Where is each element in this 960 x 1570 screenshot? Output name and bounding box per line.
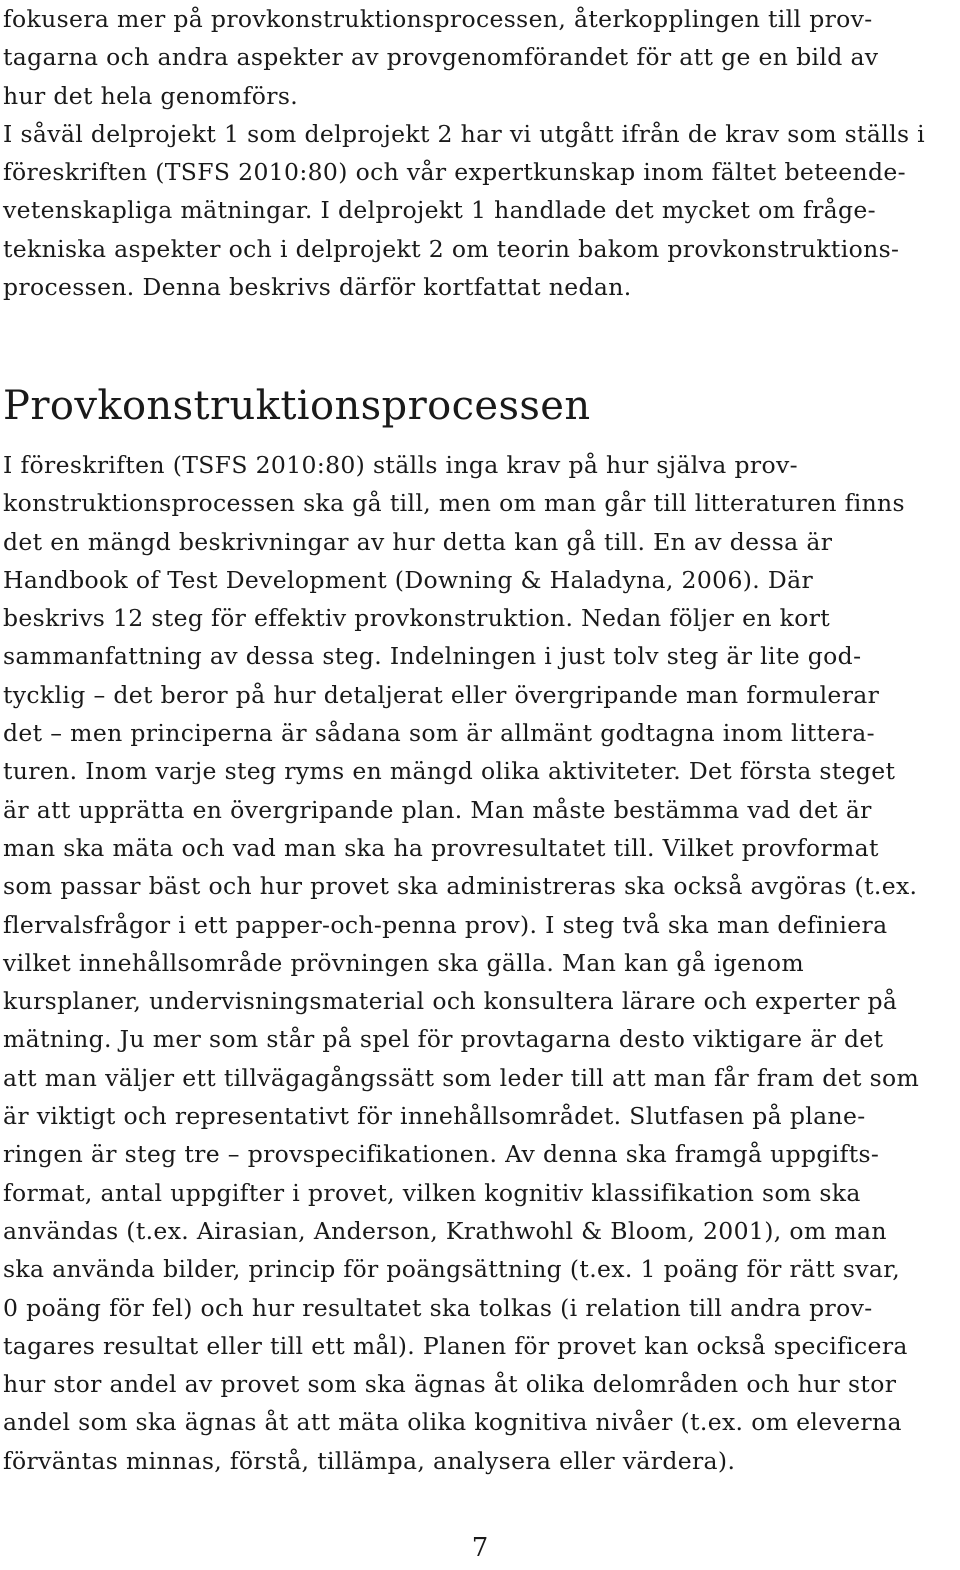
text-line: vilket innehållsområde prövningen ska gälla. Man kan gå igenom xyxy=(3,948,805,977)
text-line: Handbook of Test Development (Downing & Haladyna, 2006). Där xyxy=(3,565,814,594)
text-line: ska använda bilder, princip för poängsättning (t.ex. 1 poäng för rätt svar, xyxy=(3,1255,901,1284)
text-line: hur det hela genomförs. xyxy=(3,81,299,110)
text-line: tekniska aspekter och i delprojekt 2 om teorin bakom provkonstruktions- xyxy=(3,234,900,263)
text-line: I såväl delprojekt 1 som delprojekt 2 har vi utgått ifrån de krav som ställs i xyxy=(3,119,926,148)
text-line: som passar bäst och hur provet ska administreras ska också avgöras (t.ex. xyxy=(3,872,918,901)
text-line: beskrivs 12 steg för effektiv provkonstruktion. Nedan följer en kort xyxy=(3,604,831,633)
text-line: är viktigt och representativt för innehållsområdet. Slutfasen på plane- xyxy=(3,1102,866,1131)
body-paragraph xyxy=(3,446,919,1480)
text-line: format, antal uppgifter i provet, vilken kognitiv klassifikation som ska xyxy=(3,1178,861,1207)
text-line: ringen är steg tre – provspecifikationen. Av denna ska framgå uppgifts- xyxy=(3,1140,880,1169)
text-line: förväntas minnas, förstå, tillämpa, analysera eller värdera). xyxy=(3,1446,736,1475)
text-line: I föreskriften (TSFS 2010:80) ställs inga krav på hur själva prov- xyxy=(3,451,798,479)
text-line: konstruktionsprocessen ska gå till, men om man går till litteraturen finns xyxy=(3,489,905,518)
text-line: 0 poäng för fel) och hur resultatet ska tolkas (i relation till andra prov- xyxy=(3,1293,873,1322)
text-line: föreskriften (TSFS 2010:80) och vår expertkunskap inom fältet beteende- xyxy=(3,158,906,187)
text-line: flervalsfrågor i ett papper-och-penna prov). I steg två ska man definiera xyxy=(3,910,888,939)
text-line: hur stor andel av provet som ska ägnas åt olika delområden och hur stor xyxy=(3,1370,897,1399)
text-line: processen. Denna beskrivs därför kortfattat nedan. xyxy=(3,273,632,302)
text-line: är att upprätta en övergripande plan. Man måste bestämma vad det är xyxy=(3,795,872,824)
text-line: tagares resultat eller till ett mål). Planen för provet kan också specificera xyxy=(3,1331,908,1360)
page-number: 7 xyxy=(471,1533,489,1563)
text-line: fokusera mer på provkonstruktionsprocessen, återkopplingen till prov- xyxy=(3,5,873,33)
text-line: mätning. Ju mer som står på spel för provtagarna desto viktigare är det xyxy=(3,1025,884,1054)
text-line: det – men principerna är sådana som är allmänt godtagna inom littera- xyxy=(3,719,875,748)
text-line: att man väljer ett tillvägagångssätt som leder till att man får fram det som xyxy=(3,1063,920,1092)
text-line: vetenskapliga mätningar. I delprojekt 1 handlade det mycket om fråge- xyxy=(3,196,876,225)
text-line: det en mängd beskrivningar av hur detta kan gå till. En av dessa är xyxy=(3,527,833,556)
text-line: tycklig – det beror på hur detaljerat eller övergripande man formulerar xyxy=(3,680,880,709)
text-line: kursplaner, undervisningsmaterial och konsultera lärare och experter på xyxy=(3,987,898,1016)
text-line: användas (t.ex. Airasian, Anderson, Krathwohl & Bloom, 2001), om man xyxy=(3,1216,887,1245)
text-line: tagarna och andra aspekter av provgenomförandet för att ge en bild av xyxy=(3,43,879,72)
text-line: turen. Inom varje steg ryms en mängd olika aktiviteter. Det första steget xyxy=(3,757,896,786)
text-line: sammanfattning av dessa steg. Indelningen i just tolv steg är lite god- xyxy=(3,642,862,671)
section-heading: Provkonstruktionsprocessen xyxy=(3,383,591,429)
text-line: andel som ska ägnas åt att mäta olika kognitiva nivåer (t.ex. om eleverna xyxy=(3,1408,902,1437)
intro-paragraph xyxy=(3,0,925,306)
text-line: man ska mäta och vad man ska ha provresultatet till. Vilket provformat xyxy=(3,833,879,862)
